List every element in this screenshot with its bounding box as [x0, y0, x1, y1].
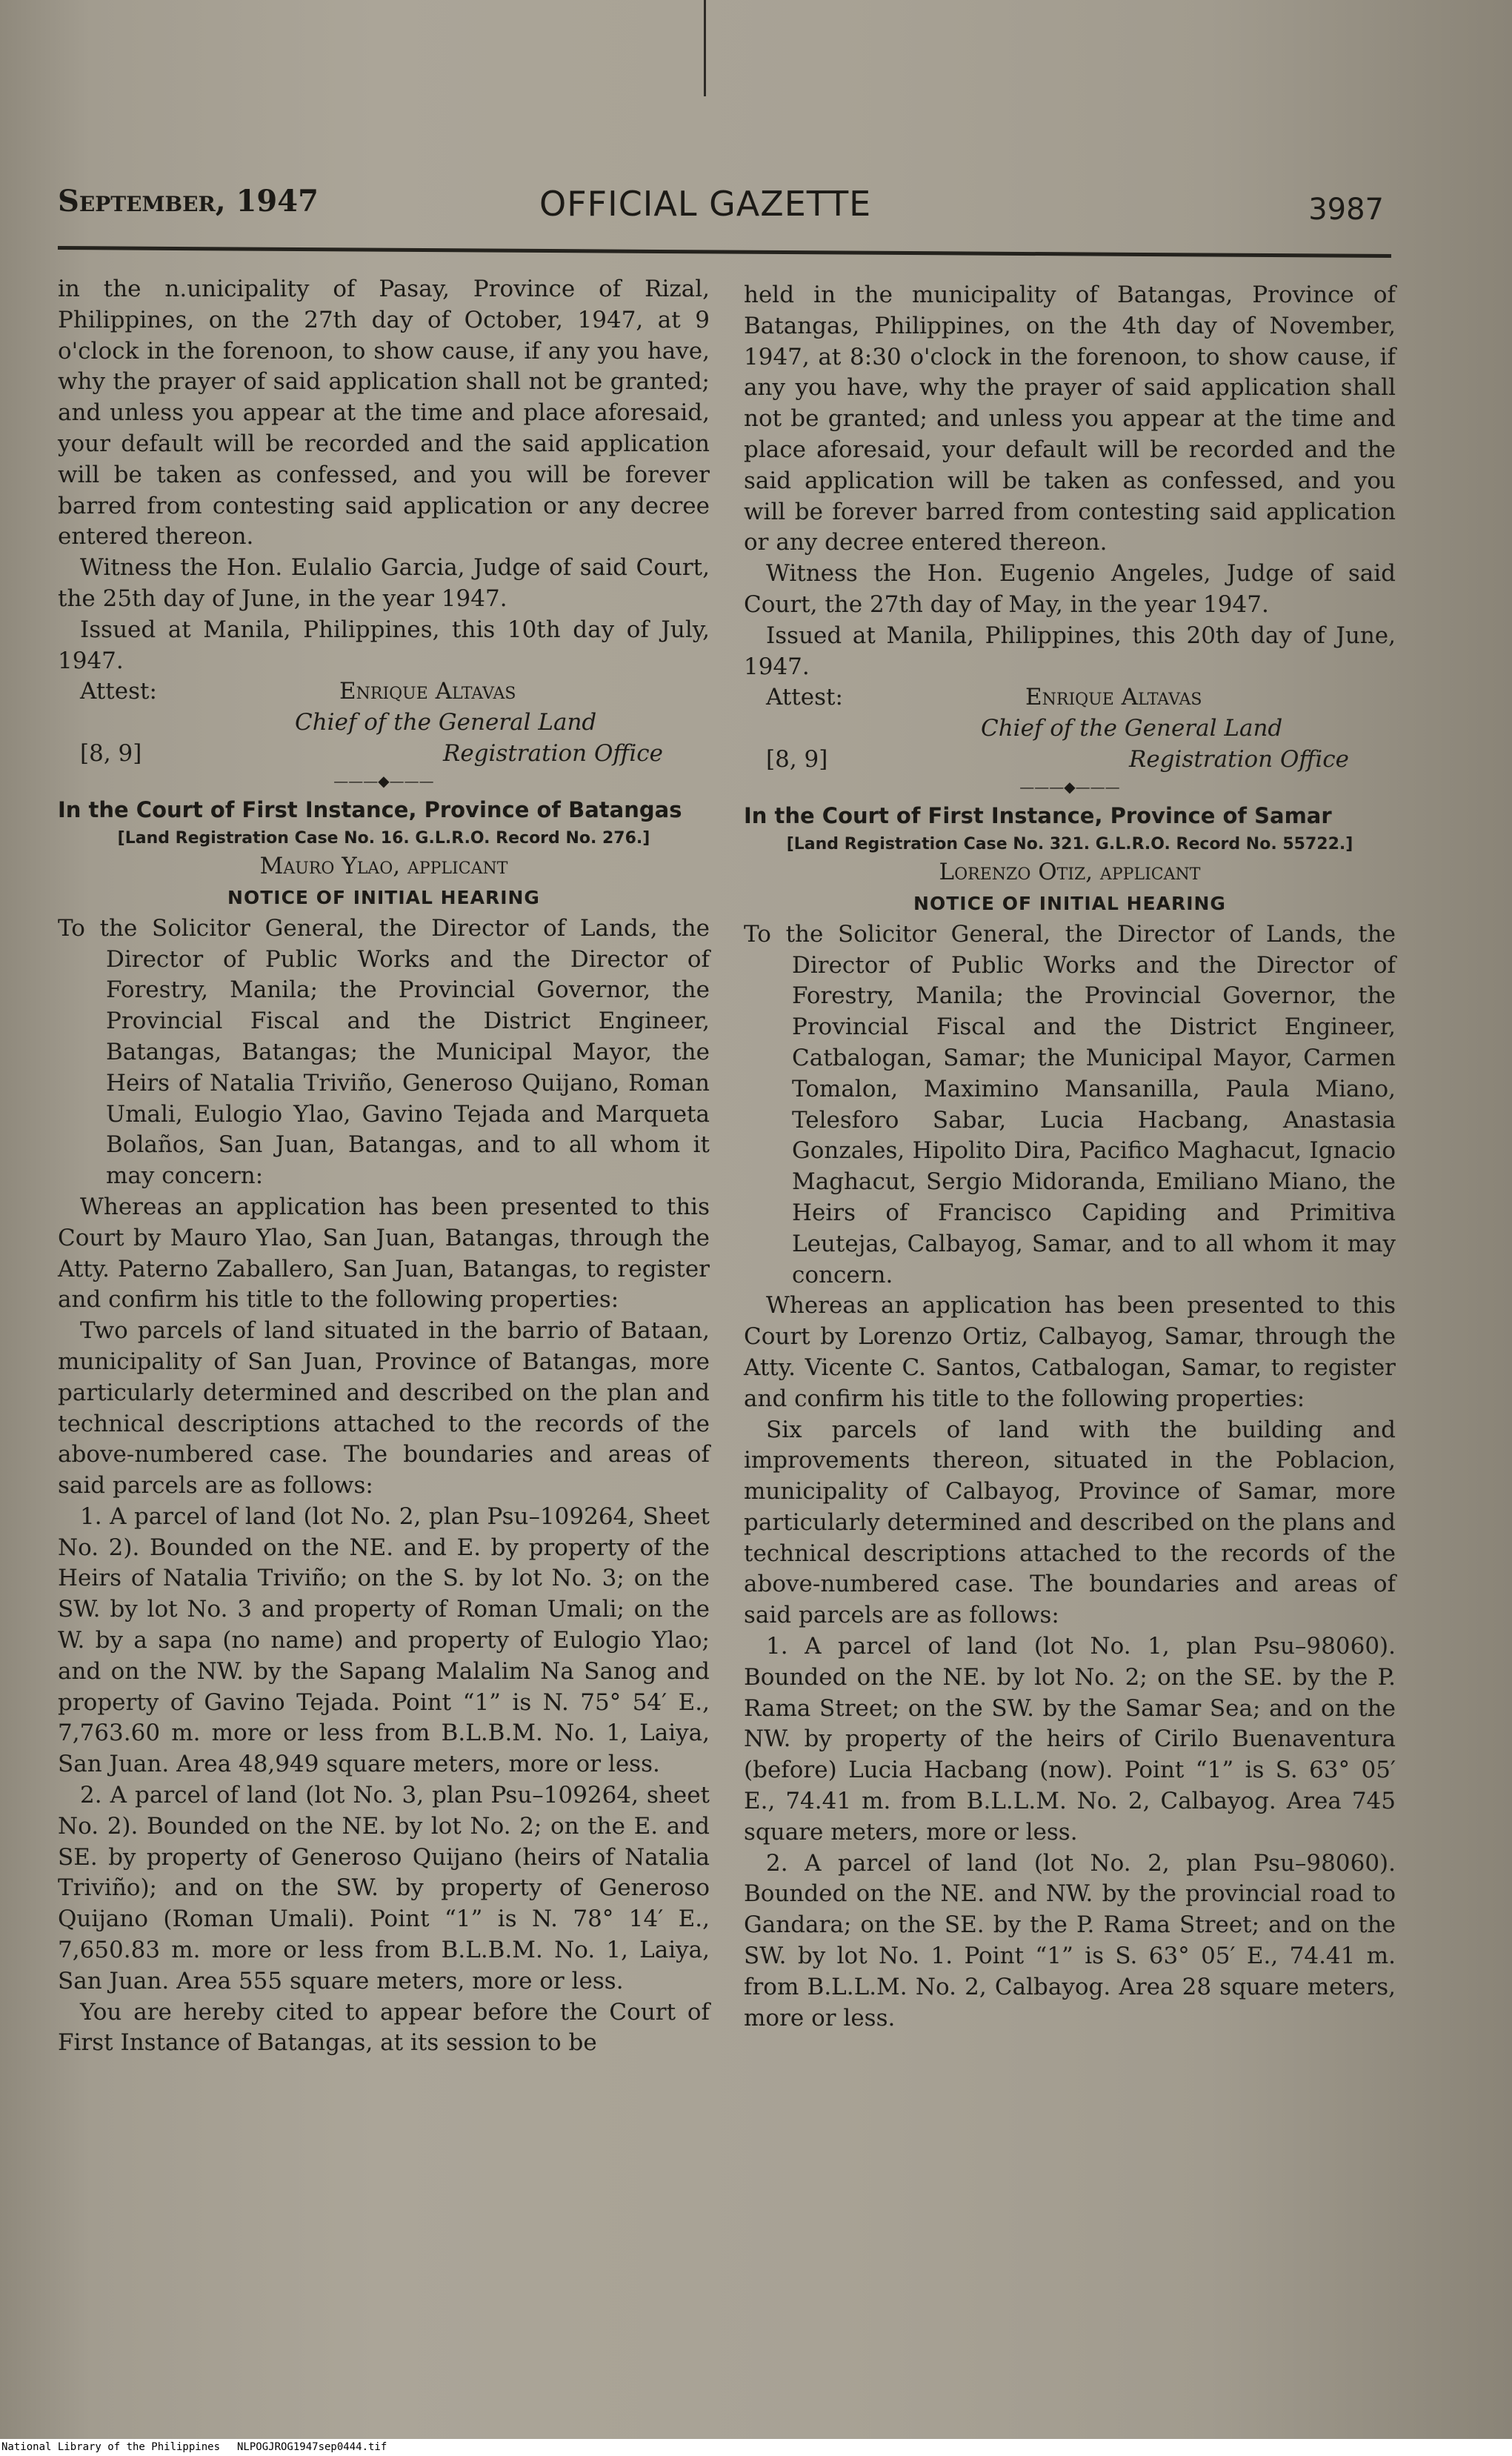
citation-paragraph: You are hereby cited to appear before the Court of First Instance of Batangas, at its session to be	[58, 1998, 710, 2057]
court-heading: In the Court of First Instance, Province of Samar	[744, 803, 1332, 829]
applicant-name: Lorenzo Otiz, applicant	[939, 859, 1201, 886]
addressees-paragraph: To the Solicitor General, the Director of Lands, the Director of Public Works and the Director of Forestry, Manila; the Provincial Governor, the Provincial Fiscal and the District Engineer, Batangas, Batangas; the Municipal Mayor, the Heirs of Natalia Triviño, Generoso Quijano, Roman Umali, Eulogio Ylao, Gavino Tejada and Marqueta Bolaños, San Juan, Batangas, and to all whom it may concern:	[58, 914, 710, 1190]
notice-heading: NOTICE OF INITIAL HEARING	[227, 886, 540, 908]
notice-heading: NOTICE OF INITIAL HEARING	[913, 892, 1226, 914]
binding-mark	[704, 0, 706, 96]
header-date: September, 1947	[58, 184, 319, 219]
parcel-1-paragraph: 1. A parcel of land (lot No. 2, plan Psu–109264, Sheet No. 2). Bounded on the NE. and E. by property of the Heirs of Natalia Triviño; on the S. by lot No. 3; on the SW. by lot No. 3 and property of Roman Umali; on the W. by a sapa (no name) and property of Eulogio Ylao; and on the NW. by the Sapang Malalim Na Sanog and property of Gavino Tejada. Point “1” is N. 75° 54′ E., 7,763.60 m. more or less from B.L.B.M. No. 1, Laiya, San Juan. Area 48,949 square meters, more or less.	[58, 1502, 710, 1778]
addressees-paragraph: To the Solicitor General, the Director of Lands, the Director of Public Works and the Director of Forestry, Manila; the Provincial Governor, the Provincial Fiscal and the District Engineer, Catbalogan, Samar; the Municipal Mayor, Carmen Tomalon, Maximino Mansanilla, Paula Miano, Telesforo Sabar, Lucia Hacbang, Anastasia Gonzales, Hipolito Dira, Pacifico Maghacut, Ignacio Maghacut, Sergio Midoranda, Emiliano Miano, the Heirs of Francisco Capiding and Primitiva Leutejas, Calbayog, Samar, and to all whom it may concern.	[744, 920, 1396, 1288]
signatory-name: Enrique Altavas	[339, 678, 516, 705]
parcels-intro-paragraph: Six parcels of land with the building and improvements thereon, situated in the Poblacion, municipality of Calbayog, Province of Samar, more particularly determined and described on the plans and technical descriptions attached to the records of the above-numbered case. The boundaries and areas of said parcels are as follows:	[744, 1416, 1396, 1629]
signatory-name: Enrique Altavas	[1025, 684, 1202, 711]
right-column	[744, 280, 1396, 2034]
library-credit: National Library of the Philippines	[1, 2441, 221, 2453]
issue-reference: [8, 9]	[80, 740, 142, 768]
attest-label: Attest:	[80, 678, 157, 705]
whereas-paragraph: Whereas an application has been presented to this Court by Mauro Ylao, San Juan, Batangas, through the Atty. Paterno Zaballero, San Juan, Batangas, to register and confirm his title to the following properties:	[58, 1193, 710, 1314]
continuation-paragraph: held in the municipality of Batangas, Province of Batangas, Philippines, on the 4th day of November, 1947, at 8:30 o'clock in the forenoon, to show cause, if any you have, why the prayer of said application shall not be granted; and unless you appear at the time and place aforesaid, your default will be recorded and the said application will be taken as confessed, and you will be forever barred from contesting said application or any decree entered thereon.	[744, 282, 1396, 556]
header-rule	[58, 246, 1391, 258]
court-heading: In the Court of First Instance, Province of Batangas	[58, 797, 682, 823]
case-reference: [Land Registration Case No. 16. G.L.R.O. Record No. 276.]	[117, 829, 650, 848]
parcel-2-paragraph: 2. A parcel of land (lot No. 2, plan Psu–98060). Bounded on the NE. and NW. by the provincial road to Gandara; on the SE. by the P. Rama Street; and on the SW. by lot No. 1. Point “1” is S. 63° 05′ E., 74.41 m. from B.L.L.M. No. 2, Calbayog. Area 28 square meters, more or less.	[744, 1849, 1396, 2031]
case-reference: [Land Registration Case No. 321. G.L.R.O. Record No. 55722.]	[786, 835, 1353, 854]
section-divider: ———◆———	[1019, 778, 1120, 796]
page-header	[58, 184, 1391, 243]
page-number: 3987	[1308, 193, 1384, 227]
scan-footer	[0, 2439, 1512, 2456]
signature-block	[744, 682, 1396, 776]
issued-paragraph: Issued at Manila, Philippines, this 20th day of June, 1947.	[744, 622, 1396, 680]
section-divider: ———◆———	[333, 772, 434, 791]
signatory-office: Registration Office	[1129, 746, 1349, 773]
applicant-name: Mauro Ylao, applicant	[259, 853, 508, 880]
continuation-paragraph: in the n.unicipality of Pasay, Province of Rizal, Philippines, on the 27th day of October, 1947, at 9 o'clock in the forenoon, to show cause, if any you have, why the prayer of said application shall not be granted; and unless you appear at the time and place aforesaid, your default will be recorded and the said application will be taken as confessed, and you will be forever barred from contesting said application or any decree entered thereon.	[58, 276, 710, 550]
header-title: OFFICIAL GAZETTE	[539, 184, 872, 224]
attest-label: Attest:	[766, 684, 843, 711]
whereas-paragraph: Whereas an application has been presented to this Court by Lorenzo Ortiz, Calbayog, Samar, through the Atty. Vicente C. Santos, Catbalogan, Samar, to register and confirm his title to the following properties:	[744, 1292, 1396, 1412]
witness-paragraph: Witness the Hon. Eugenio Angeles, Judge of said Court, the 27th day of May, in the year 1947.	[744, 560, 1396, 618]
signatory-title: Chief of the General Land	[981, 715, 1283, 742]
parcel-2-paragraph: 2. A parcel of land (lot No. 3, plan Psu–109264, sheet No. 2). Bounded on the NE. by lot No. 2; on the E. and SE. by property of Generoso Quijano (heirs of Natalia Triviño); and on the SW. by property of Generoso Quijano (Roman Umali). Point “1” is N. 78° 14′ E., 7,650.83 m. more or less from B.L.B.M. No. 1, Laiya, San Juan. Area 555 square meters, more or less.	[58, 1782, 710, 1994]
signatory-title: Chief of the General Land	[295, 709, 597, 736]
parcels-intro-paragraph: Two parcels of land situated in the barrio of Bataan, municipality of San Juan, Province of Batangas, more particularly determined and described on the plan and technical descriptions attached to the records of the above-numbered case. The boundaries and areas of said parcels are as follows:	[58, 1317, 710, 1500]
left-column	[58, 274, 710, 2059]
issued-paragraph: Issued at Manila, Philippines, this 10th day of July, 1947.	[58, 616, 710, 674]
signatory-office: Registration Office	[443, 740, 663, 768]
issue-reference: [8, 9]	[766, 746, 828, 773]
scan-filename: NLPOGJROG1947sep0444.tif	[237, 2441, 387, 2453]
signature-block	[58, 676, 710, 770]
witness-paragraph: Witness the Hon. Eulalio Garcia, Judge of said Court, the 25th day of June, in the year 1947.	[58, 554, 710, 612]
parcel-1-paragraph: 1. A parcel of land (lot No. 1, plan Psu–98060). Bounded on the NE. by lot No. 2; on the SE. by the P. Rama Street; on the SW. by the Samar Sea; and on the NW. by property of the heirs of Cirilo Buenaventura (before) Lucia Hacbang (now). Point “1” is S. 63° 05′ E., 74.41 m. from B.L.L.M. No. 2, Calbayog. Area 745 square meters, more or less.	[744, 1633, 1396, 1846]
